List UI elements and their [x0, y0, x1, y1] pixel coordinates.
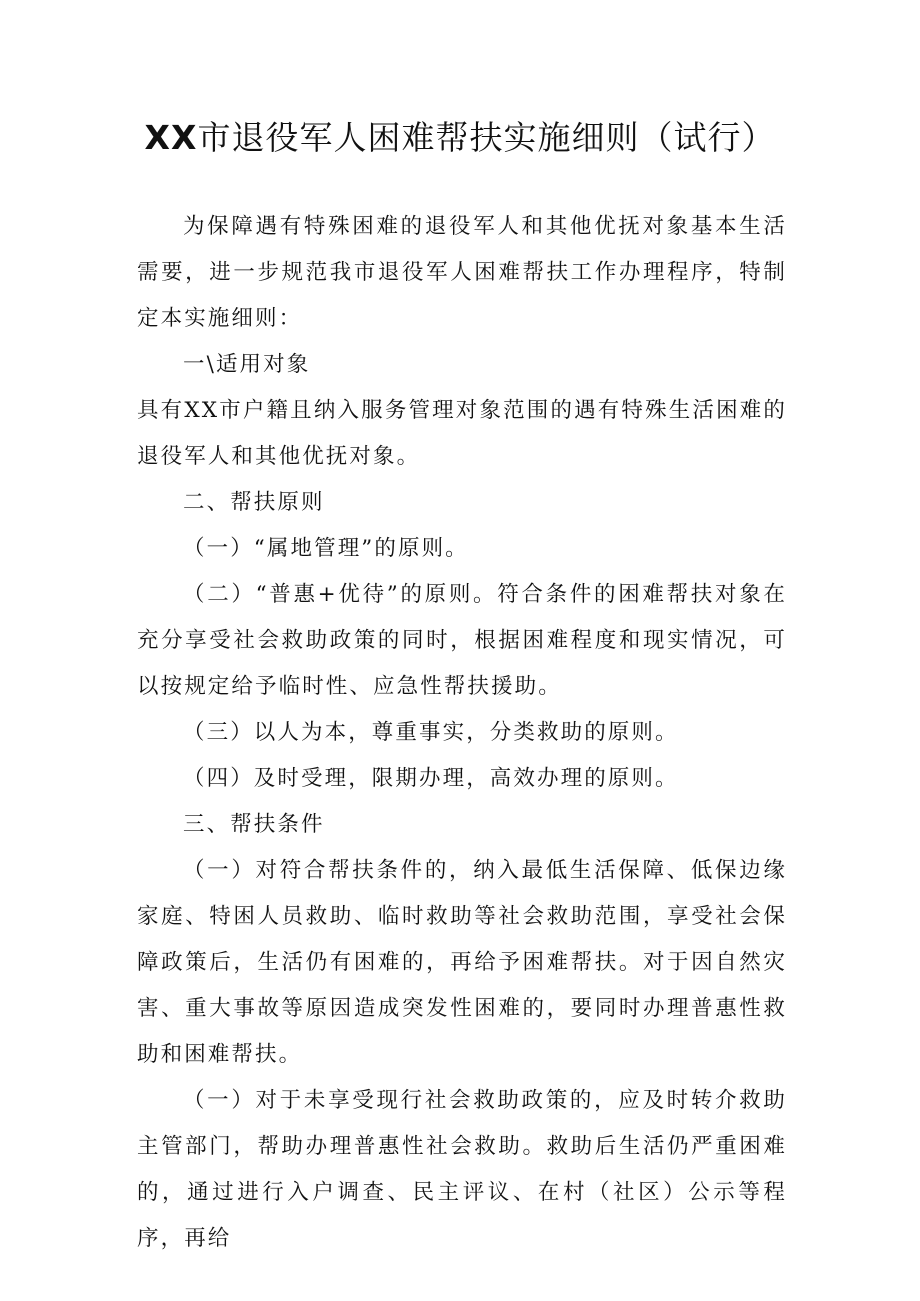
document-body — [137, 204, 787, 1262]
paragraph: 为保障遇有特殊困难的退役军人和其他优抚对象基本生活需要，进一步规范我市退役军人困难帮扶工作办理程序，特制定本实施细则： — [137, 214, 787, 331]
paragraph: 具有XX市户籍且纳入服务管理对象范围的遇有特殊生活困难的退役军人和其他优抚对象。 — [137, 398, 787, 469]
paragraph: （二）“普惠+优待”的原则。符合条件的困难帮扶对象在充分享受社会救助政策的同时，根据困难程度和现实情况，可以按规定给予临时性、应急性帮扶援助。 — [137, 582, 787, 699]
paragraph: （四）及时受理，限期办理，高效办理的原则。 — [183, 766, 679, 791]
title-xx: XX — [144, 118, 198, 157]
section-heading: 一\适用对象 — [183, 352, 311, 377]
document-title — [0, 116, 920, 160]
section-heading: 二、帮扶原则 — [183, 490, 325, 515]
paragraph: （一）“属地管理”的原则。 — [183, 536, 469, 561]
section-heading: 三、帮扶条件 — [183, 812, 325, 837]
paragraph: （一）对符合帮扶条件的，纳入最低生活保障、低保边缘家庭、特困人员救助、临时救助等社会救助范围，享受社会保障政策后，生活仍有困难的，再给予困难帮扶。对于因自然灾害、重大事故等原因造成突发性困难的，要同时办理普惠性救助和困难帮扶。 — [137, 858, 787, 1067]
paragraph: （一）对于未享受现行社会救助政策的，应及时转介救助主管部门，帮助办理普惠性社会救助。救助后生活仍严重困难的，通过进行入户调查、民主评议、在村（社区）公示等程序，再给 — [137, 1088, 787, 1251]
document-title-text: XX市退役军人困难帮扶实施细则（试行） — [144, 118, 776, 157]
paragraph: （三）以人为本，尊重事实，分类救助的原则。 — [183, 720, 679, 745]
